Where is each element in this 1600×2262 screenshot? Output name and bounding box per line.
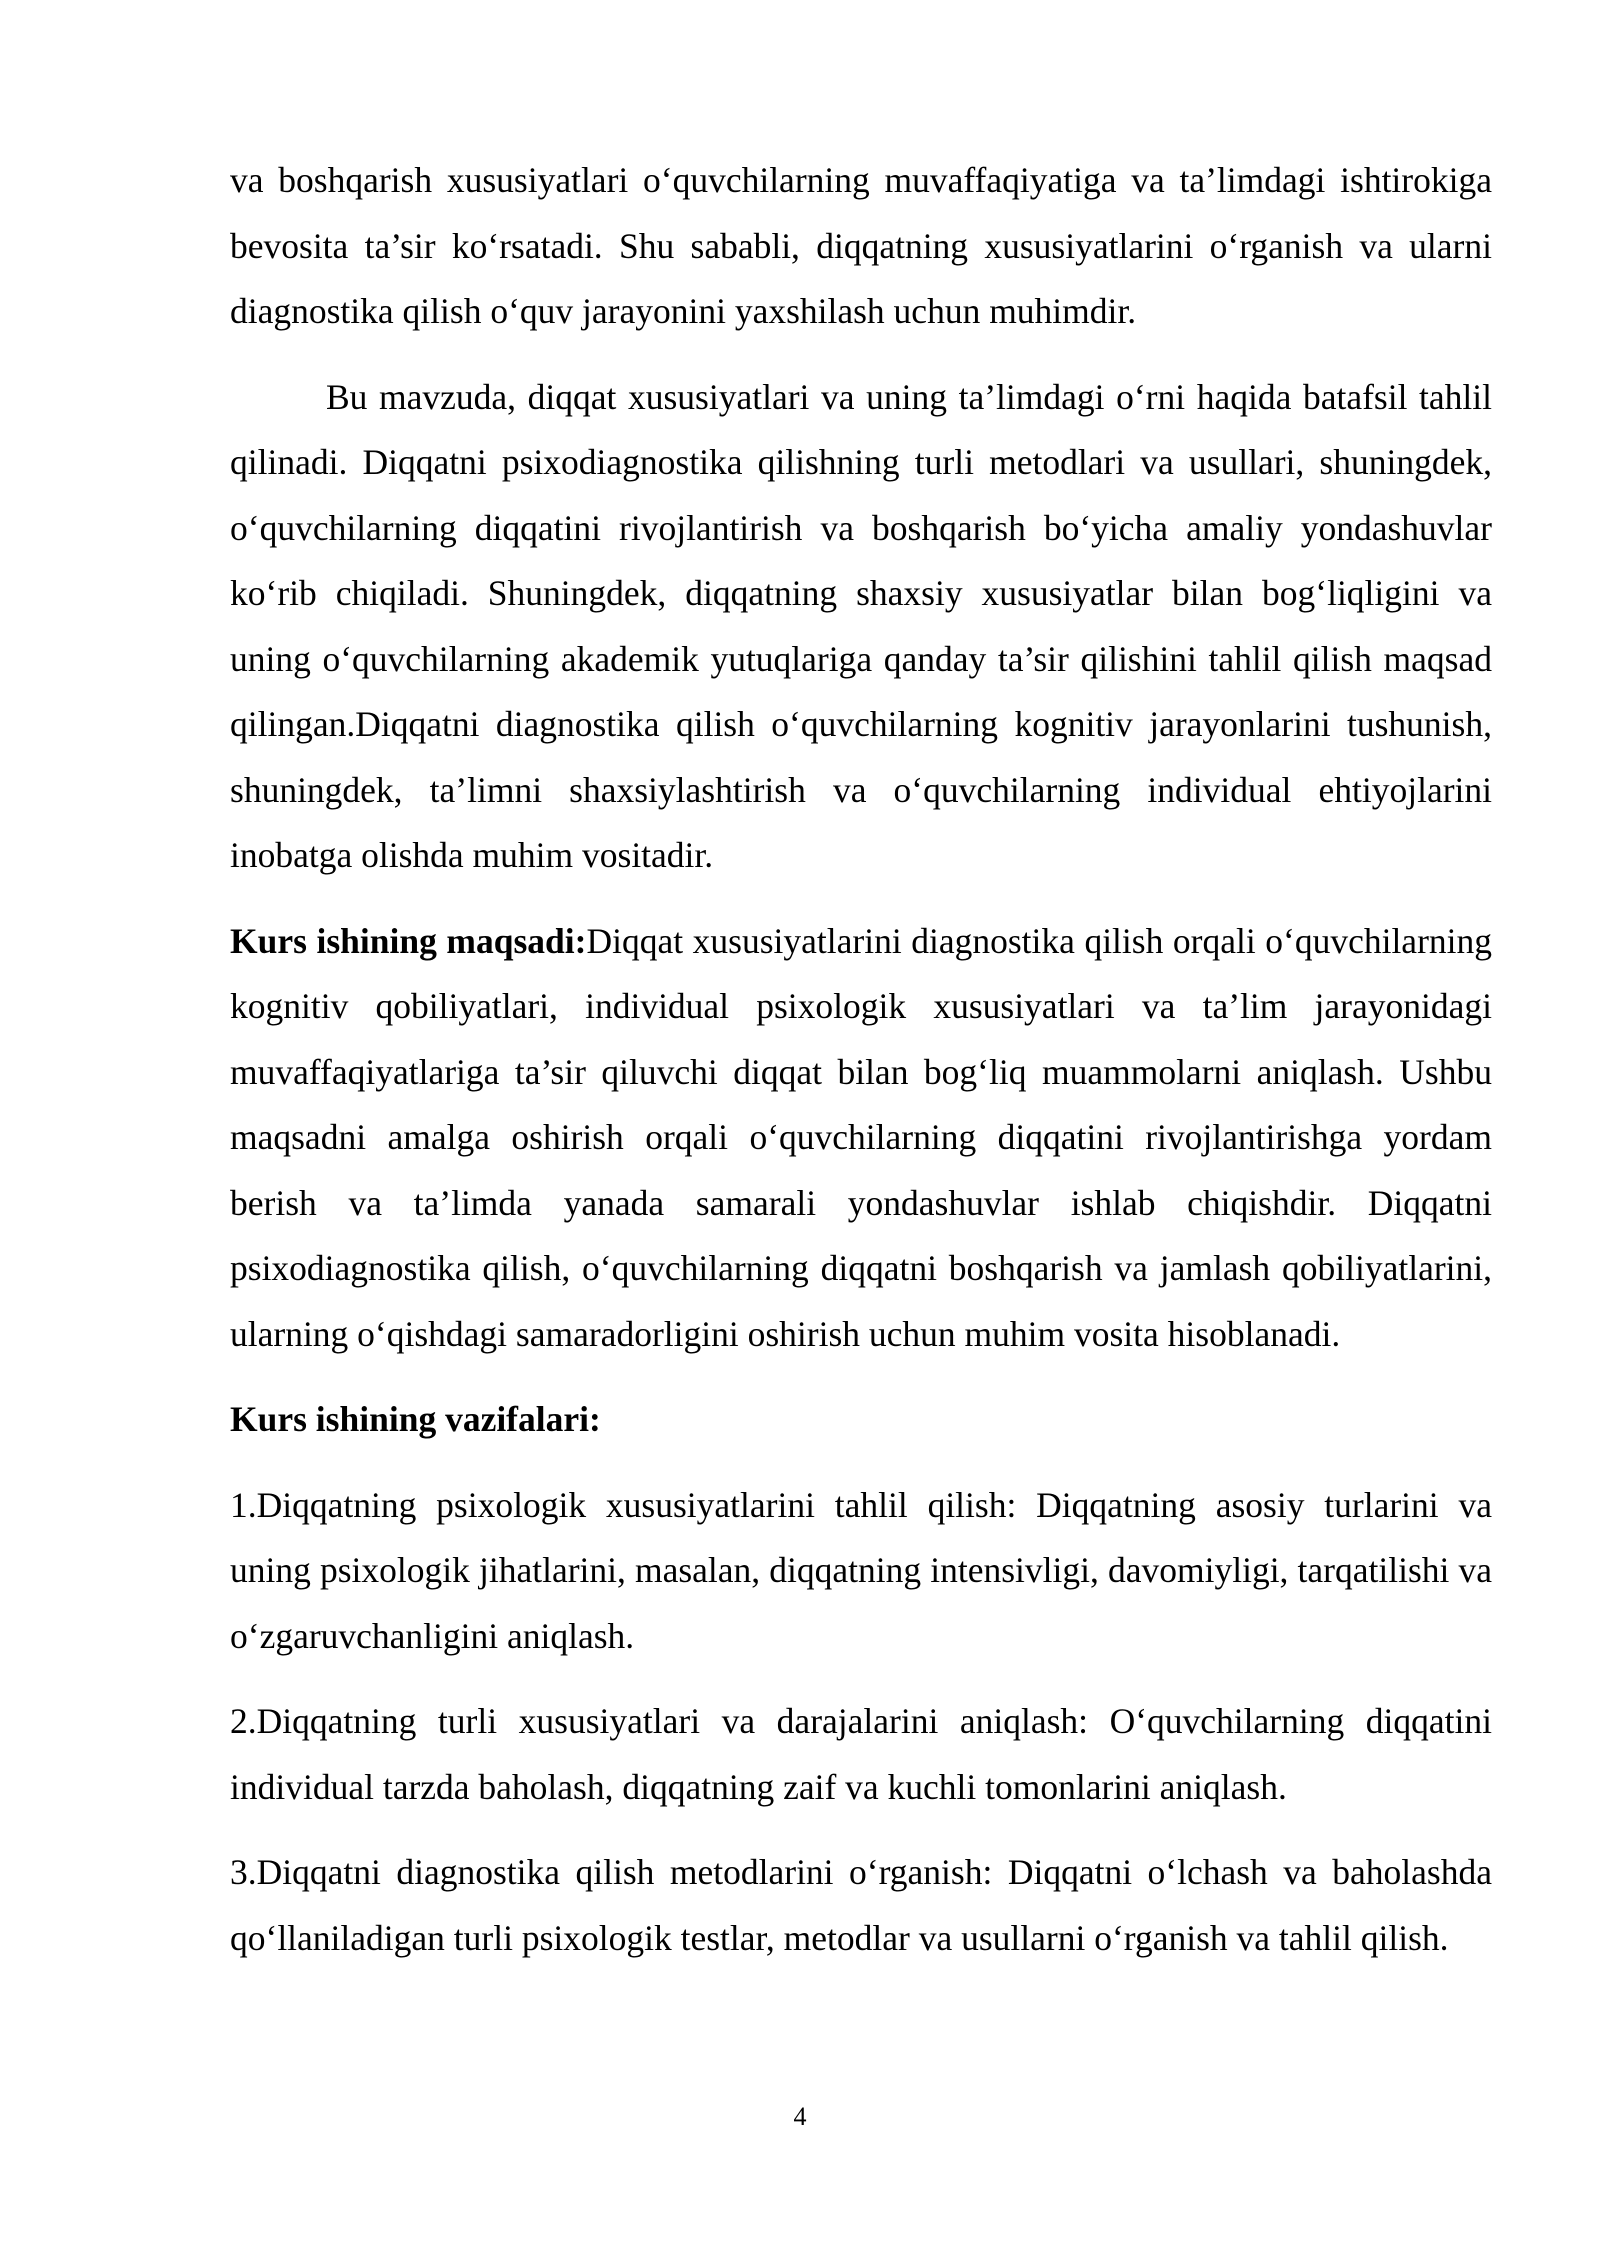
- course-goal-label: Kurs ishining maqsadi:: [230, 920, 587, 961]
- course-goal-text: Diqqat xususiyatlarini diagnostika qilish orqali o‘quvchilarning kognitiv qobiliyatlari, individual psixologik xususiyatlari va ta’lim jarayonidagi muvaffaqiyatlariga ta’sir qiluvchi diqqat bilan bog‘liq muammolarni aniqlash. Ushbu maqsadni amalga oshirish orqali o‘quvchilarning diqqatini rivojlantirishga yordam berish va ta’limda yanada samarali yondashuvlar ishlab chiqishdir. Diqqatni psixodiagnostika qilish, o‘quvchilarning diqqatni boshqarish va jamlash qobiliyatlarini, ularning o‘qishdagi samaradorligini oshirish uchun muhim vosita hisoblanadi.: [230, 920, 1493, 1354]
- document-page: [230, 148, 1492, 1991]
- page-number: 4: [793, 2102, 807, 2131]
- paragraph-course-goal: [230, 909, 1492, 1368]
- tasks-heading: Kurs ishining vazifalari:: [230, 1399, 601, 1439]
- task-item-1: 1.Diqqatning psixologik xususiyatlarini tahlil qilish: Diqqatning asosiy turlarini va uning psixologik jihatlarini, masalan, diqqatning intensivligi, davomiyligi, tarqatilishi va o‘zgaruvchanligini aniqlash.: [230, 1484, 1492, 1656]
- paragraph-intro-continuation: va boshqarish xususiyatlari o‘quvchilarning muvaffaqiyatiga va ta’limdagi ishtirokiga bevosita ta’sir ko‘rsatadi. Shu sababli, diqqatning xususiyatlarini o‘rganish va ularni diagnostika qilish o‘quv jarayonini yaxshilash uchun muhimdir.: [230, 160, 1492, 331]
- paragraph-topic-overview: Bu mavzuda, diqqat xususiyatlari va uning ta’limdagi o‘rni haqida batafsil tahlil qilinadi. Diqqatni psixodiagnostika qilishning turli metodlari va usullari, shuningdek, o‘quvchilarning diqqatini rivojlantirish va boshqarish bo‘yicha amaliy yondashuvlar ko‘rib chiqiladi. Shuningdek, diqqatning shaxsiy xususiyatlar bilan bog‘liqligini va uning o‘quvchilarning akademik yutuqlariga qanday ta’sir qilishini tahlil qilish maqsad qilingan.Diqqatni diagnostika qilish o‘quvchilarning kognitiv jarayonlarini tushunish, shuningdek, ta’limni shaxsiylashtirish va o‘quvchilarning individual ehtiyojlarini inobatga olishda muhim vositadir.: [230, 376, 1492, 875]
- task-item-2: 2.Diqqatning turli xususiyatlari va darajalarini aniqlash: O‘quvchilarning diqqatini individual tarzda baholash, diqqatning zaif va kuchli tomonlarini aniqlash.: [230, 1701, 1492, 1807]
- task-item-3: 3.Diqqatni diagnostika qilish metodlarini o‘rganish: Diqqatni o‘lchash va baholashda qo‘llaniladigan turli psixologik testlar, metodlar va usullarni o‘rganish va tahlil qilish.: [230, 1852, 1492, 1958]
